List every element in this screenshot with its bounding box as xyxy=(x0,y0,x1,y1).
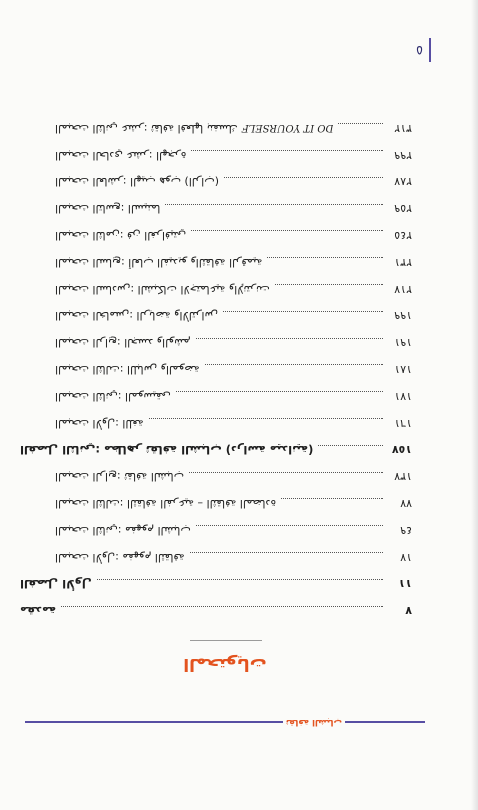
toc-entry-title-text: المبحث العاشر: الهيب هوب (الراب) xyxy=(55,175,219,189)
toc-entry-page-number: ١٦١ xyxy=(394,416,412,430)
toc-section-row xyxy=(20,490,412,517)
toc-entry-page-number: ٢١٧ xyxy=(394,282,412,296)
dot-leader xyxy=(205,364,383,366)
toc-entry-title xyxy=(55,524,191,537)
toc-entry-title xyxy=(55,149,186,162)
toc-entry-title xyxy=(55,175,219,188)
dot-leader xyxy=(61,606,383,608)
toc-section-row xyxy=(20,329,412,356)
dot-leader xyxy=(224,177,383,179)
dot-leader xyxy=(338,123,383,125)
toc-entry-page-number: ٤٩ xyxy=(400,523,412,537)
toc-entry-title-text: المبحث الثامن: فن الغرافيتي xyxy=(55,228,187,242)
toc-entry-title xyxy=(55,363,200,376)
toc-section-row xyxy=(20,195,412,222)
toc-entry-title-text: مقدمة xyxy=(20,603,57,618)
page-number: ٥ xyxy=(416,42,423,58)
toc-entry-page-number: ١٩٩ xyxy=(394,309,412,323)
page-folio xyxy=(416,38,431,62)
toc-entry-page-number: ٢٨٧ xyxy=(394,175,412,189)
toc-entry-title-text: المبحث السادس: الشبكات الاجتماعية والإنترنت xyxy=(55,282,270,296)
toc-entry-title xyxy=(55,470,184,483)
toc-section-row xyxy=(20,463,412,490)
toc-entry-page-number: ٢٤٥ xyxy=(394,228,412,242)
heading-rule xyxy=(190,640,262,641)
dot-leader xyxy=(267,257,383,259)
toc-section-row xyxy=(20,383,412,410)
toc-entry-title xyxy=(55,283,270,296)
dot-leader xyxy=(196,525,383,527)
toc-entry-title-text: المبحث الثاني: مفهوم الشباب xyxy=(55,523,191,537)
header-rule-long xyxy=(25,721,283,723)
toc-entry-title-text: المبحث الأول: مفهوم الثقافة xyxy=(55,550,185,564)
toc-entry-page-number: ١٩١ xyxy=(394,336,412,350)
dot-leader xyxy=(189,472,383,474)
running-header xyxy=(25,714,425,730)
toc-entry-page-number: ١٧١ xyxy=(394,389,412,403)
toc-entry-title xyxy=(55,256,262,269)
toc-entry-page-number: ٢٥٩ xyxy=(394,202,412,216)
toc-entry-title-text: المبحث التاسع: السينما xyxy=(55,202,161,216)
dot-leader xyxy=(191,150,383,152)
dot-leader xyxy=(196,338,383,340)
toc-entry-page-number: ٢٩٩ xyxy=(394,148,412,162)
dot-leader xyxy=(318,445,383,447)
toc-chapter-row xyxy=(20,570,412,597)
toc-section-row xyxy=(20,168,412,195)
dot-leader xyxy=(176,391,383,393)
toc-entry-title-text: المبحث السابع: ألعاب الفيديو والثقافة الرقمية xyxy=(55,255,263,269)
toc-section-row xyxy=(20,115,412,142)
toc-entry-title-text: المبحث الأول: اللغة xyxy=(55,416,144,430)
dot-leader xyxy=(275,284,383,286)
toc-entry-title-text: المبحث الثالث: الثقافة الفرعية – الثقافة المضادة xyxy=(55,496,277,510)
toc-section-row xyxy=(20,249,412,276)
toc-entry-title-text: المبحث الخامس: الرياضة والألتراس xyxy=(55,309,218,323)
toc-section-row xyxy=(20,517,412,544)
toc-section-row xyxy=(20,222,412,249)
dot-leader xyxy=(191,230,383,232)
toc-entry-title xyxy=(55,229,186,242)
toc-entry-page-number: ١٣٧ xyxy=(394,470,412,484)
folio-rule xyxy=(429,38,431,62)
toc-entry-title-text: المبحث الثالث: اللباس والموضة xyxy=(55,362,200,376)
toc-entry-title-text: المبحث الرابع: الجسد والوشم xyxy=(55,336,191,350)
running-header-title: ثقافة الشباب xyxy=(285,717,342,727)
toc-entry-page-number: ٢٣١ xyxy=(394,255,412,269)
toc-entry-title xyxy=(55,122,333,135)
toc-entry-title-text: المبحث الحادي عشر: الهجرة xyxy=(55,148,187,162)
dot-leader xyxy=(149,418,383,420)
toc-entry-title-latin: DO IT YOURSELF xyxy=(241,121,334,133)
toc-entry-title-text: الفصل الأول xyxy=(20,576,92,591)
toc-entry-page-number: ٣١٢ xyxy=(394,121,412,135)
toc-entry-title xyxy=(20,577,92,591)
toc-entry-page-number: ١٥٧ xyxy=(391,443,412,457)
toc-intro-row xyxy=(20,597,412,624)
toc-section-row xyxy=(20,410,412,437)
toc-section-row xyxy=(20,356,412,383)
toc-entry-title xyxy=(20,443,313,457)
toc-entry-title xyxy=(55,202,160,215)
toc-entry-title xyxy=(55,309,218,322)
toc-entry-page-number: ٧٧ xyxy=(400,496,412,510)
toc-entry-title-text: الفصل الثاني: مظاهر ثقافة الشباب (دراسة ميدانية) xyxy=(20,442,314,457)
toc-chapter-row xyxy=(20,436,412,463)
dot-leader xyxy=(223,311,383,313)
toc-entry-page-number: ١٨١ xyxy=(394,362,412,376)
toc-entry-title xyxy=(55,336,191,349)
toc-heading: المحتويات xyxy=(183,654,267,674)
toc-section-row xyxy=(20,142,412,169)
toc-entry-page-number: ٧ xyxy=(405,604,412,618)
toc-entry-page-number: ١١ xyxy=(398,577,412,591)
toc-section-row xyxy=(20,544,412,571)
toc-entry-title-text: المبحث الرابع: ثقافة الشباب xyxy=(55,470,185,484)
header-rule-short xyxy=(345,721,425,723)
dot-leader xyxy=(190,552,383,554)
dot-leader xyxy=(97,579,383,581)
dot-leader xyxy=(165,204,383,206)
toc-entry-title xyxy=(55,417,144,430)
toc-entry-title xyxy=(20,604,56,618)
toc-entry-title xyxy=(55,551,185,564)
toc-entry-page-number: ١٧ xyxy=(400,550,412,564)
toc-section-row xyxy=(20,302,412,329)
page-edge xyxy=(471,0,478,810)
dot-leader xyxy=(281,498,383,500)
toc-entry-title xyxy=(55,497,276,510)
toc-entry-title-text: المبحث الثاني: الموسيقى xyxy=(55,389,171,403)
toc-section-row xyxy=(20,276,412,303)
toc-list xyxy=(20,115,412,624)
toc-entry-title-text: المبحث الثاني عشر: ثقافة افعلها بنفسك xyxy=(55,121,238,135)
toc-entry-title xyxy=(55,390,171,403)
